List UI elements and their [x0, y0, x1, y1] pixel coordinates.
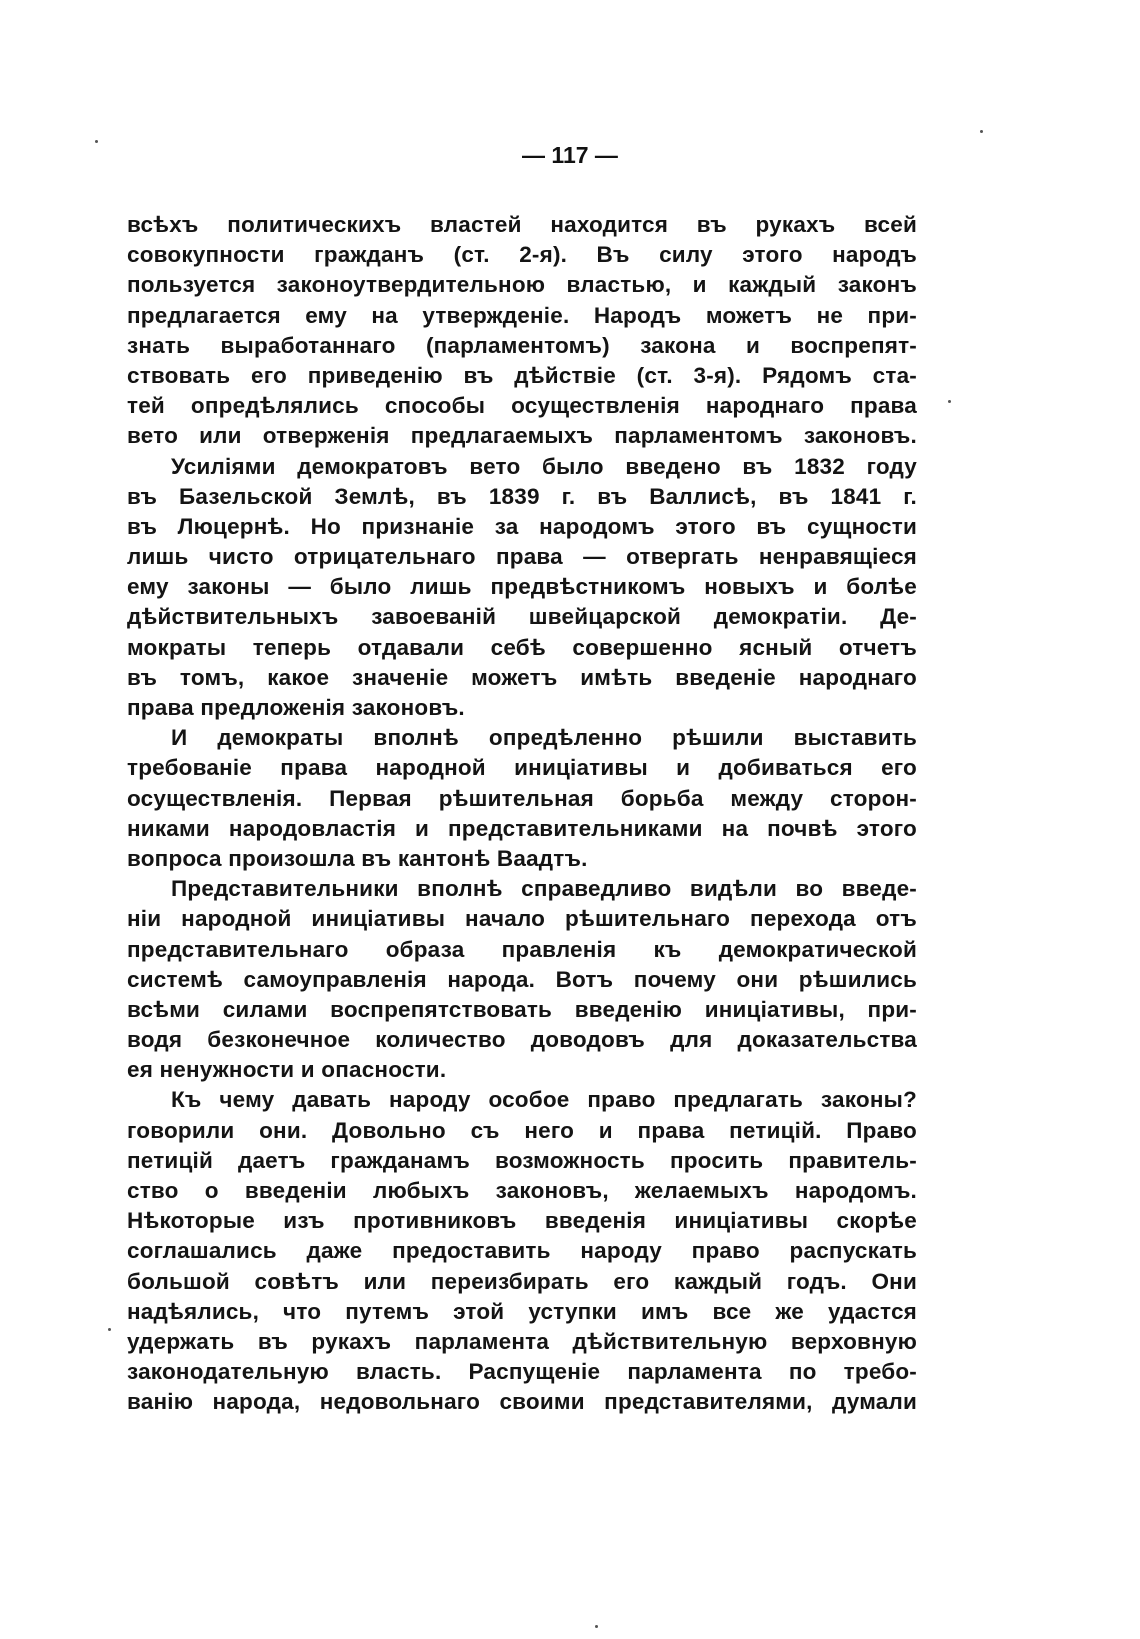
paragraph-last-line: вопроса произошла въ кантонѣ Ваадтъ.	[127, 845, 588, 871]
text-line: предлагается ему на утвержденіе. Народъ можетъ не при-	[127, 302, 917, 328]
text-line: лишь чисто отрицательнаго права — отвергать ненравящіеся	[127, 544, 917, 570]
scan-speck	[595, 1625, 598, 1628]
text-line: говорили они. Довольно съ него и права петицій. Право	[127, 1117, 917, 1143]
text-line: ему законы — было лишь предвѣстникомъ новыхъ и болѣе	[127, 574, 917, 600]
scan-speck	[108, 1328, 111, 1331]
text-line: знать выработаннаго (парламентомъ) закона и воспрепят-	[127, 332, 917, 358]
text-line: совокупности гражданъ (ст. 2-я). Въ силу этого народъ	[127, 242, 917, 268]
text-line: петицій даетъ гражданамъ возможность просить правитель-	[127, 1147, 917, 1173]
scan-speck	[95, 140, 98, 143]
page-number: — 117 —	[522, 142, 618, 168]
paragraph-first-line: И демократы вполнѣ опредѣленно рѣшили выставить	[171, 725, 917, 751]
paragraph-first-line: Представительники вполнѣ справедливо видѣли во введе-	[171, 876, 917, 902]
paragraph-last-line: права предложенія законовъ.	[127, 695, 465, 720]
text-line: требованіе права народной иниціативы и добиваться его	[127, 755, 917, 781]
text-line: мократы теперь отдавали себѣ совершенно ясный отчетъ	[127, 634, 917, 660]
paragraph-first-line: Усиліями демократовъ вето было введено въ 1832 году	[171, 453, 917, 479]
text-line: всѣхъ политическихъ властей находится въ рукахъ всей	[127, 212, 917, 237]
text-line: большой совѣтъ или переизбирать его каждый годъ. Они	[127, 1268, 917, 1294]
text-line: водя безконечное количество доводовъ для доказательства	[127, 1027, 917, 1053]
text-line: всѣми силами воспрепятствовать введенію иниціативы, при-	[127, 996, 917, 1022]
body-text	[127, 210, 917, 1418]
text-line: осуществленія. Первая рѣшительная борьба между сторон-	[127, 785, 917, 811]
text-line: никами народовластія и представительниками на почвѣ этого	[127, 815, 917, 841]
text-line: пользуется законоутвердительною властью, и каждый законъ	[127, 272, 917, 298]
text-line: соглашались даже предоставить народу право распускать	[127, 1238, 917, 1264]
text-line: ство о введеніи любыхъ законовъ, желаемыхъ народомъ.	[127, 1178, 917, 1203]
text-line: удержать въ рукахъ парламента дѣйствительную верховную	[127, 1328, 917, 1354]
text-line: тей опредѣлялись способы осуществленія народнаго права	[127, 393, 917, 419]
text-line: системѣ самоуправленія народа. Вотъ почему они рѣшились	[127, 966, 917, 992]
text-line: представительнаго образа правленія къ демократической	[127, 936, 917, 962]
text-line: дѣйствительныхъ завоеваній швейцарской демократіи. Де-	[127, 604, 917, 630]
text-line: Нѣкоторые изъ противниковъ введенія иниціативы скорѣе	[127, 1208, 917, 1234]
text-line: ніи народной иниціативы начало рѣшительнаго перехода отъ	[127, 906, 917, 932]
text-line: въ томъ, какое значеніе можетъ имѣть введеніе народнаго	[127, 664, 917, 690]
scan-speck	[948, 400, 951, 403]
paragraph-first-line: Къ чему давать народу особое право предлагать законы?	[171, 1087, 917, 1113]
text-line: вето или отверженія предлагаемыхъ парламентомъ законовъ.	[127, 423, 917, 449]
text-line: въ Люцернѣ. Но признаніе за народомъ этого въ сущности	[127, 513, 917, 539]
paragraph-last-line: ея ненужности и опасности.	[127, 1057, 447, 1083]
text-line: ствовать его приведенію въ дѣйствіе (ст. 3-я). Рядомъ ста-	[127, 362, 917, 388]
text-line: въ Базельской Землѣ, въ 1839 г. въ Валлисѣ, въ 1841 г.	[127, 483, 917, 509]
text-line: ванію народа, недовольнаго своими представителями, думали	[127, 1389, 917, 1415]
text-line: законодательную власть. Распущеніе парламента по требо-	[127, 1359, 917, 1385]
text-line: надѣялись, что путемъ этой уступки имъ все же удастся	[127, 1298, 917, 1324]
scan-speck	[980, 130, 983, 133]
